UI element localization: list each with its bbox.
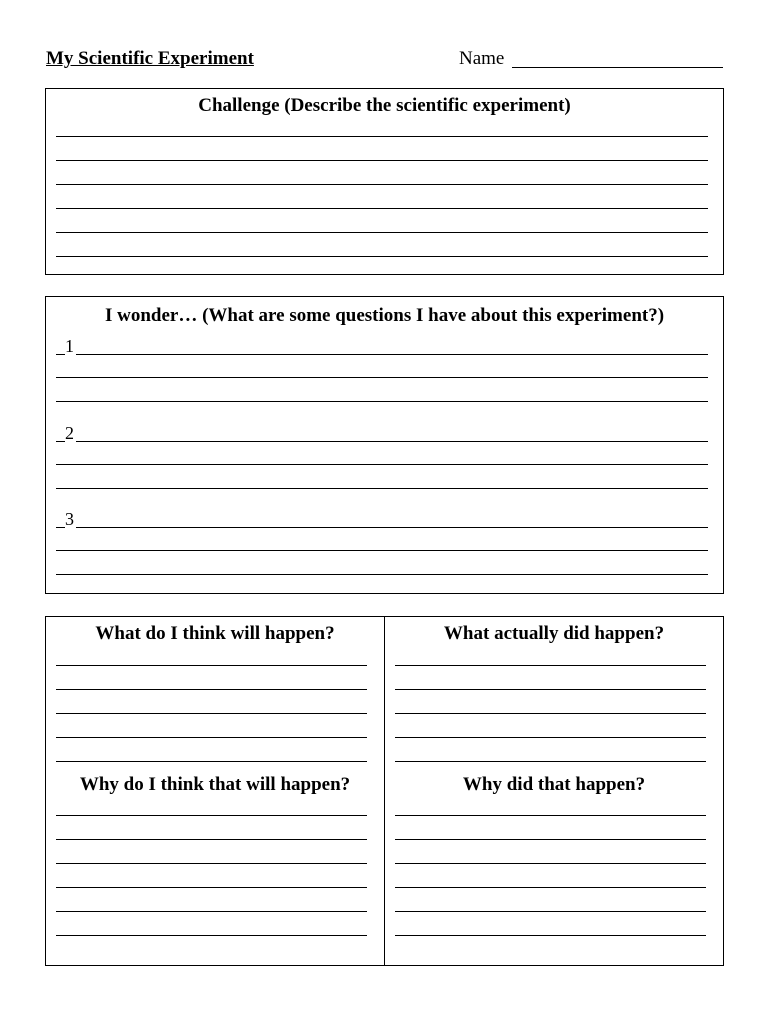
question-number: 3: [65, 509, 74, 529]
question-writing-line[interactable]: [56, 488, 708, 489]
question-writing-line[interactable]: [76, 441, 708, 442]
reason-writing-line[interactable]: [56, 863, 367, 864]
question-writing-line[interactable]: [56, 574, 708, 575]
wonder-box: [45, 296, 724, 594]
prediction-writing-line[interactable]: [56, 761, 367, 762]
result-writing-line[interactable]: [395, 665, 706, 666]
prediction-writing-line[interactable]: [56, 689, 367, 690]
prediction-writing-line[interactable]: [56, 713, 367, 714]
explanation-writing-line[interactable]: [395, 839, 706, 840]
worksheet-title: My Scientific Experiment: [46, 48, 254, 69]
result-writing-line[interactable]: [395, 761, 706, 762]
question-writing-line[interactable]: [56, 550, 708, 551]
prediction-title: What do I think will happen?: [95, 623, 335, 644]
reason-writing-line[interactable]: [56, 887, 367, 888]
question-number: 1: [65, 336, 74, 356]
reason-writing-line[interactable]: [56, 815, 367, 816]
challenge-writing-line[interactable]: [56, 184, 708, 185]
result-writing-line[interactable]: [395, 713, 706, 714]
question-writing-line[interactable]: [56, 401, 708, 402]
reason-writing-line[interactable]: [56, 911, 367, 912]
question-lead-line: [56, 354, 65, 355]
prediction-writing-line[interactable]: [56, 665, 367, 666]
explanation-writing-line[interactable]: [395, 911, 706, 912]
challenge-writing-line[interactable]: [56, 136, 708, 137]
question-lead-line: [56, 441, 65, 442]
challenge-writing-line[interactable]: [56, 160, 708, 161]
name-field[interactable]: [512, 67, 723, 68]
challenge-writing-line[interactable]: [56, 256, 708, 257]
question-writing-line[interactable]: [76, 354, 708, 355]
name-label: Name: [459, 48, 505, 69]
reason-writing-line[interactable]: [56, 935, 367, 936]
explanation-writing-line[interactable]: [395, 863, 706, 864]
reason-title: Why do I think that will happen?: [79, 774, 351, 795]
explanation-title: Why did that happen?: [462, 774, 646, 795]
reason-writing-line[interactable]: [56, 839, 367, 840]
result-title: What actually did happen?: [443, 623, 665, 644]
question-writing-line[interactable]: [56, 377, 708, 378]
result-writing-line[interactable]: [395, 737, 706, 738]
result-writing-line[interactable]: [395, 689, 706, 690]
challenge-title: Challenge (Describe the scientific experiment): [198, 95, 571, 116]
wonder-title: I wonder… (What are some questions I have about this experiment?): [104, 305, 665, 326]
explanation-writing-line[interactable]: [395, 815, 706, 816]
challenge-box: [45, 88, 724, 275]
question-lead-line: [56, 527, 65, 528]
question-writing-line[interactable]: [76, 527, 708, 528]
prediction-box: [45, 616, 724, 966]
explanation-writing-line[interactable]: [395, 935, 706, 936]
explanation-writing-line[interactable]: [395, 887, 706, 888]
question-writing-line[interactable]: [56, 464, 708, 465]
challenge-writing-line[interactable]: [56, 232, 708, 233]
question-number: 2: [65, 423, 74, 443]
challenge-writing-line[interactable]: [56, 208, 708, 209]
prediction-writing-line[interactable]: [56, 737, 367, 738]
